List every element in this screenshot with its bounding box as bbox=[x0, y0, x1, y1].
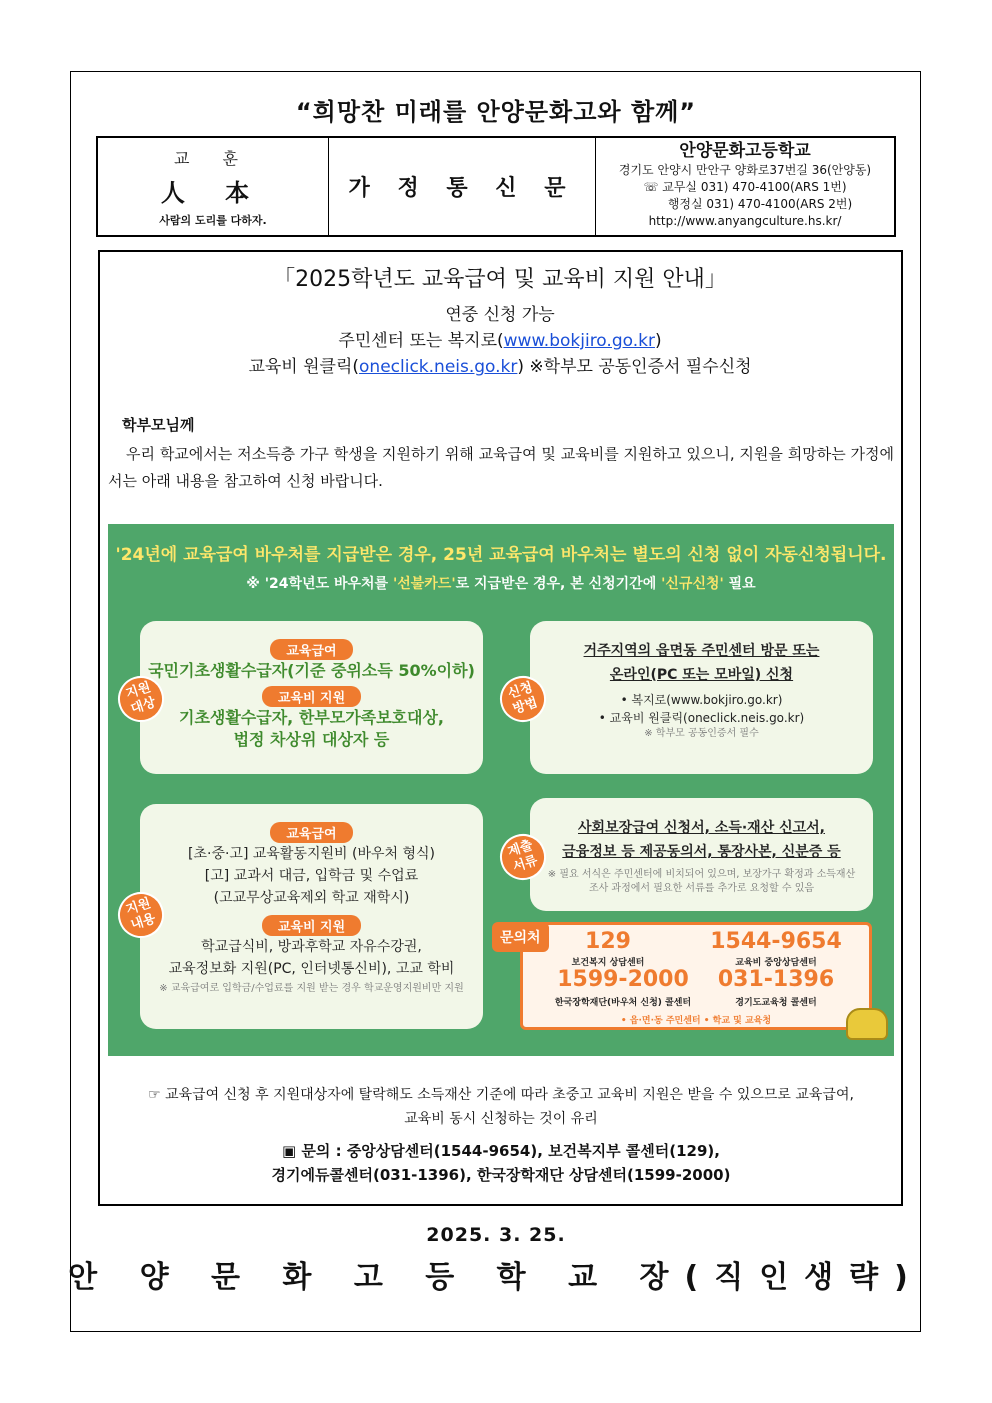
method-line1: 거주지역의 읍면동 주민센터 방문 또는 bbox=[583, 643, 820, 659]
inquiry-line2: 경기에듀콜센터(031-1396), 한국장학재단 상담센터(1599-2000) bbox=[271, 1166, 731, 1184]
bottom-note bbox=[108, 1083, 894, 1131]
content-badge: 지원 내용 bbox=[112, 886, 170, 944]
notice-title: 「2025학년도 교육급여 및 교육비 지원 안내」 bbox=[273, 267, 727, 292]
header-table bbox=[96, 136, 896, 237]
issue-date: 2025. 3. 25. bbox=[426, 1224, 566, 1246]
content-text3: (고교무상교육제외 학교 재학시) bbox=[213, 890, 410, 906]
contact-label3: 한국장학재단(바우처 신청) 콜센터 bbox=[554, 998, 692, 1008]
contact-num3: 1599-2000 bbox=[557, 967, 689, 992]
target-pill1: 교육급여 bbox=[270, 639, 352, 660]
documents-line2: 금융정보 등 제공동의서, 통장사본, 신분증 등 bbox=[562, 844, 841, 860]
bottom-note-line1: ☞ 교육급여 신청 후 지원대상자에 탈락해도 소득재산 기준에 따라 초중고 교육비 지원은 받을 수 있으므로 교육급여, bbox=[148, 1087, 854, 1103]
method-note: ※ 학부모 공동인증서 필수 bbox=[644, 728, 759, 739]
line3-prefix: 교육비 원클릭( bbox=[248, 357, 360, 377]
contact-label4: 경기도교육청 콜센터 bbox=[735, 998, 817, 1008]
target-badge: 지원 대상 bbox=[112, 670, 170, 728]
sub-highlight1: '선불카드' bbox=[392, 576, 456, 592]
motto: 人 本 bbox=[160, 179, 266, 207]
school-website[interactable]: http://www.anyangculture.hs.kr/ bbox=[648, 214, 842, 228]
contact-num2: 1544-9654 bbox=[710, 929, 842, 954]
content-text5: 교육정보화 지원(PC, 인터넷통신비), 고교 학비 bbox=[168, 961, 455, 977]
line2-suffix: ) bbox=[654, 331, 662, 351]
motto-cell bbox=[98, 138, 329, 235]
target-text2a: 기초생활수급자, 한부모가족보호대상, bbox=[178, 708, 445, 727]
infographic-subline bbox=[108, 573, 894, 593]
method-badge: 신청 방법 bbox=[494, 670, 552, 728]
phone-admin: 행정실 031) 470-4100(ARS 2번) bbox=[667, 197, 853, 211]
documents-line1: 사회보장급여 신청서, 소득·재산 신고서, bbox=[578, 820, 825, 836]
target-card bbox=[140, 621, 483, 774]
method-line2: 온라인(PC 또는 모바일) 신청 bbox=[609, 667, 794, 683]
content-text4: 학교급식비, 방과후학교 자유수강권, bbox=[201, 939, 422, 955]
target-text2b: 법정 차상위 대상자 등 bbox=[233, 730, 390, 749]
telephone-icon bbox=[846, 1008, 888, 1040]
principal-signature: 안 양 문 화 고 등 학 교 장(직인생략) bbox=[68, 1260, 924, 1295]
sub-highlight2: '신규신청' bbox=[661, 576, 724, 592]
bottom-note-line2: 교육비 동시 신청하는 것이 유리 bbox=[404, 1111, 598, 1127]
notice-line2 bbox=[0, 326, 992, 351]
infographic bbox=[108, 524, 894, 1056]
method-item1: • 복지로(www.bokjiro.go.kr) bbox=[620, 693, 783, 707]
documents-badge: 제출 서류 bbox=[494, 828, 552, 886]
line3-suffix: ) ※학부모 공동인증서 필수신청 bbox=[517, 357, 752, 377]
content-text1: [초·중·고] 교육활동지원비 (바우처 형식) bbox=[188, 846, 435, 862]
target-text1: 국민기초생활수급자(기준 중위소득 50%이하) bbox=[148, 661, 475, 680]
method-card bbox=[530, 621, 873, 774]
inquiry-line1: ▣ 문의 : 중앙상담센터(1544-9654), 보건복지부 콜센터(129), bbox=[282, 1142, 720, 1160]
content-text2: [고] 교과서 대금, 입학금 및 수업료 bbox=[204, 868, 419, 884]
greeting: 학부모님께 bbox=[122, 416, 195, 434]
sub-suffix: 필요 bbox=[723, 576, 756, 592]
notice-line3 bbox=[0, 352, 992, 377]
intro-paragraph: 우리 학교에서는 저소득층 가구 학생을 지원하기 위해 교육급여 및 교육비를 지원하고 있으니, 지원을 희망하는 가정에서는 아래 내용을 참고하여 신청 바랍니다. bbox=[108, 445, 894, 490]
contact-num1: 129 bbox=[585, 929, 631, 954]
oneclick-link[interactable]: oneclick.neis.go.kr bbox=[359, 357, 518, 377]
documents-note1: ※ 필요 서식은 주민센터에 비치되어 있으며, 보장가구 확정과 소득재산 bbox=[547, 869, 856, 880]
contact-tab: 문의처 bbox=[492, 922, 549, 952]
sub-mid: 로 지급받은 경우, 본 신청기간에 bbox=[455, 576, 662, 592]
contact-label2: 교육비 중앙상담센터 bbox=[735, 958, 817, 968]
bokjiro-link[interactable]: www.bokjiro.go.kr bbox=[503, 331, 655, 351]
motto-desc: 사람의 도리를 다하자. bbox=[159, 214, 267, 227]
school-address: 경기도 안양시 만안구 양화로37번길 36(안양동) bbox=[618, 163, 872, 177]
method-item2: • 교육비 원클릭(oneclick.neis.go.kr) bbox=[598, 711, 805, 725]
phone-office: ☏ 교무실 031) 470-4100(ARS 1번) bbox=[643, 180, 847, 194]
target-pill2: 교육비 지원 bbox=[262, 686, 361, 707]
notice-line1: 연중 신청 가능 bbox=[445, 305, 555, 325]
documents-card bbox=[530, 798, 873, 911]
infographic-headline: '24년에 교육급여 바우처를 지급받은 경우, 25년 교육급여 바우처는 별도의 신청 없이 자동신청됩니다. bbox=[115, 545, 887, 565]
documents-note2: 조사 과정에서 필요한 서류를 추가로 요청할 수 있음 bbox=[588, 883, 815, 894]
school-info-cell bbox=[596, 138, 894, 235]
content-pill2: 교육비 지원 bbox=[262, 915, 361, 936]
line2-prefix: 주민센터 또는 복지로( bbox=[338, 331, 504, 351]
content-note: ※ 교육급여로 입학금/수업료를 지원 받는 경우 학교운영지원비만 지원 bbox=[159, 983, 464, 994]
content-card bbox=[140, 804, 483, 1029]
sub-prefix: ※ '24학년도 바우처를 bbox=[246, 576, 393, 592]
slogan: “희망찬 미래를 안양문화고와 함께” bbox=[295, 98, 697, 126]
motto-label: 교 훈 bbox=[174, 149, 252, 168]
inquiry bbox=[108, 1139, 894, 1187]
doc-type: 가 정 통 신 문 bbox=[329, 138, 596, 235]
contact-label1: 보건복지 상담센터 bbox=[571, 958, 645, 968]
content-pill1: 교육급여 bbox=[270, 822, 352, 843]
contact-box bbox=[520, 922, 872, 1030]
contact-foot: • 읍·면·동 주민센터 • 학교 및 교육청 bbox=[620, 1016, 772, 1026]
school-name: 안양문화고등학교 bbox=[679, 141, 811, 161]
contact-num4: 031-1396 bbox=[717, 967, 835, 992]
